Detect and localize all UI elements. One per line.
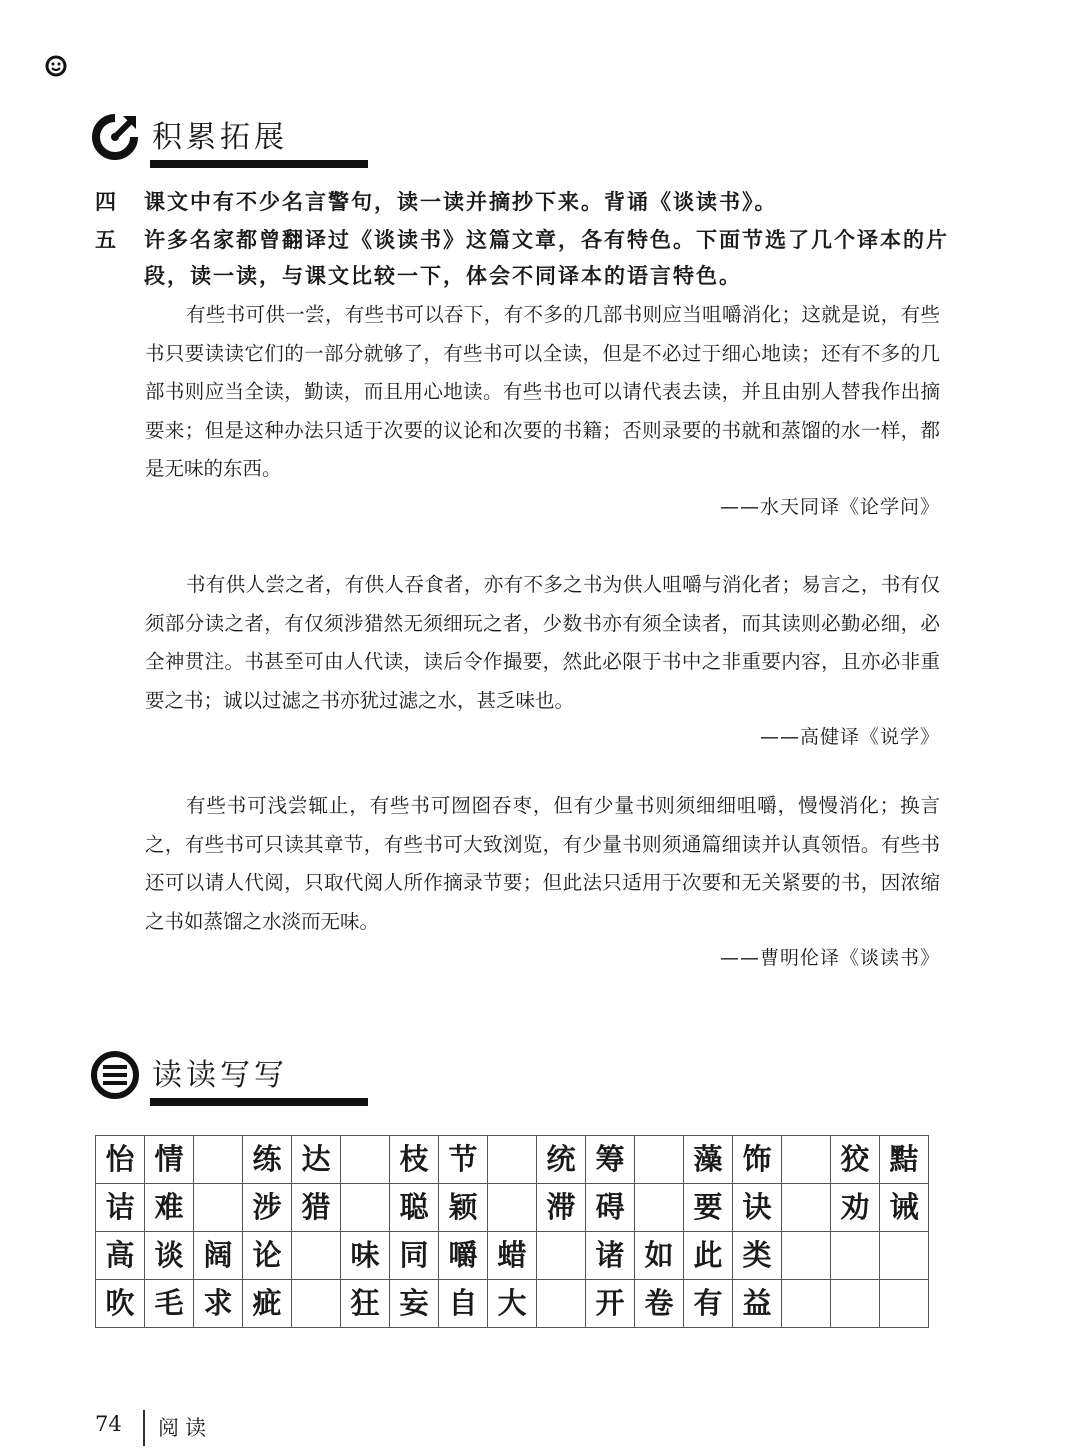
grid-cell bbox=[782, 1184, 831, 1232]
translation-excerpt: 书有供人尝之者，有供人吞食者，亦有不多之书为供人咀嚼与消化者；易言之，书有仅须部分读之者，有仅须涉猎然无须细玩之者，少数书亦有须全读者，而其读则必勤必细，必全神贯注。书甚至可由人代读，读后令作撮要，然此必限于书中之非重要内容，且亦必非重要之书；诚以过滤之书亦犹过滤之水，甚乏味也。 bbox=[145, 573, 940, 712]
grid-cell: 求 bbox=[194, 1280, 243, 1328]
grid-cell bbox=[831, 1232, 880, 1280]
grid-cell: 涉 bbox=[243, 1184, 292, 1232]
grid-cell: 如 bbox=[635, 1232, 684, 1280]
grid-cell: 聪 bbox=[390, 1184, 439, 1232]
grid-row bbox=[96, 1136, 929, 1184]
grid-cell: 有 bbox=[684, 1280, 733, 1328]
grid-cell bbox=[782, 1136, 831, 1184]
translation-source: ——水天同译《论学问》 bbox=[719, 496, 940, 518]
grid-cell: 蜡 bbox=[488, 1232, 537, 1280]
exercise-item bbox=[95, 222, 955, 294]
grid-cell: 要 bbox=[684, 1184, 733, 1232]
grid-cell bbox=[488, 1136, 537, 1184]
footer-label: 阅读 bbox=[158, 1416, 212, 1440]
grid-cell bbox=[880, 1232, 929, 1280]
grid-cell: 此 bbox=[684, 1232, 733, 1280]
translation-excerpt: 有些书可浅尝辄止，有些书可囫囵吞枣，但有少量书则须细细咀嚼，慢慢消化；换言之，有些书可只读其章节，有些书可大致浏览，有少量书则须通篇细读并认真领悟。有些书还可以请人代阅，只取代阅人所作摘录节要；但此法只适用于次要和无关紧要的书，因浓缩之书如蒸馏之水淡而无味。 bbox=[145, 794, 940, 933]
grid-cell: 枝 bbox=[390, 1136, 439, 1184]
title-underline bbox=[150, 160, 368, 168]
translation-source: ——高健译《说学》 bbox=[759, 726, 940, 748]
section-title: 积累拓展 bbox=[152, 120, 288, 155]
exercise-number: 四 bbox=[95, 190, 118, 214]
smiley-icon bbox=[45, 55, 67, 77]
section-title: 读读写写 bbox=[152, 1058, 288, 1093]
grid-cell: 卷 bbox=[635, 1280, 684, 1328]
exercise-text: 课文中有不少名言警句，读一读并摘抄下来。背诵《谈读书》。 bbox=[144, 190, 778, 214]
grid-cell: 自 bbox=[439, 1280, 488, 1328]
grid-cell bbox=[292, 1232, 341, 1280]
grid-cell: 诘 bbox=[96, 1184, 145, 1232]
grid-cell: 论 bbox=[243, 1232, 292, 1280]
grid-cell bbox=[782, 1280, 831, 1328]
exercise-text: 许多名家都曾翻译过《谈读书》这篇文章，各有特色。下面节选了几个译本的片段，读一读，与课文比较一下，体会不同译本的语言特色。 bbox=[144, 228, 949, 288]
grid-cell bbox=[537, 1280, 586, 1328]
grid-cell: 益 bbox=[733, 1280, 782, 1328]
grid-cell: 怡 bbox=[96, 1136, 145, 1184]
grid-cell bbox=[194, 1136, 243, 1184]
grid-cell: 大 bbox=[488, 1280, 537, 1328]
grid-row bbox=[96, 1184, 929, 1232]
grid-cell bbox=[635, 1136, 684, 1184]
grid-cell: 统 bbox=[537, 1136, 586, 1184]
grid-cell: 节 bbox=[439, 1136, 488, 1184]
grid-cell bbox=[880, 1280, 929, 1328]
grid-cell: 诫 bbox=[880, 1184, 929, 1232]
grid-cell: 难 bbox=[145, 1184, 194, 1232]
grid-cell: 阔 bbox=[194, 1232, 243, 1280]
grid-cell: 劝 bbox=[831, 1184, 880, 1232]
grid-cell: 猎 bbox=[292, 1184, 341, 1232]
translation-excerpt: 有些书可供一尝，有些书可以吞下，有不多的几部书则应当咀嚼消化；这就是说，有些书只要读读它们的一部分就够了，有些书可以全读，但是不必过于细心地读；还有不多的几部书则应当全读，勤读，而且用心地读。有些书也可以请代表去读，并且由别人替我作出摘要来；但是这种办法只适于次要的议论和次要的书籍；否则录要的书就和蒸馏的水一样，都是无味的东西。 bbox=[145, 303, 940, 480]
grid-cell: 狡 bbox=[831, 1136, 880, 1184]
grid-cell: 达 bbox=[292, 1136, 341, 1184]
grid-cell bbox=[341, 1184, 390, 1232]
grid-cell: 嚼 bbox=[439, 1232, 488, 1280]
grid-cell bbox=[537, 1232, 586, 1280]
grid-cell: 狂 bbox=[341, 1280, 390, 1328]
grid-cell: 疵 bbox=[243, 1280, 292, 1328]
grid-row bbox=[96, 1232, 929, 1280]
grid-cell bbox=[292, 1280, 341, 1328]
grid-cell: 诸 bbox=[586, 1232, 635, 1280]
grid-cell: 味 bbox=[341, 1232, 390, 1280]
grid-cell: 筹 bbox=[586, 1136, 635, 1184]
grid-cell bbox=[488, 1184, 537, 1232]
expand-arrow-icon bbox=[90, 112, 140, 162]
grid-cell: 滞 bbox=[537, 1184, 586, 1232]
vocabulary-grid bbox=[95, 1135, 929, 1328]
exercise-item bbox=[95, 184, 955, 220]
grid-cell: 谈 bbox=[145, 1232, 194, 1280]
grid-cell: 颖 bbox=[439, 1184, 488, 1232]
grid-cell: 情 bbox=[145, 1136, 194, 1184]
grid-cell: 藻 bbox=[684, 1136, 733, 1184]
grid-cell: 妄 bbox=[390, 1280, 439, 1328]
three-lines-icon bbox=[90, 1050, 140, 1100]
grid-cell: 诀 bbox=[733, 1184, 782, 1232]
grid-cell: 毛 bbox=[145, 1280, 194, 1328]
grid-cell: 吹 bbox=[96, 1280, 145, 1328]
translation-source: ——曹明伦译《谈读书》 bbox=[719, 947, 940, 969]
page-number: 74 bbox=[95, 1412, 122, 1436]
footer-divider bbox=[143, 1410, 145, 1446]
grid-cell bbox=[831, 1280, 880, 1328]
grid-cell: 练 bbox=[243, 1136, 292, 1184]
grid-cell: 高 bbox=[96, 1232, 145, 1280]
grid-row bbox=[96, 1280, 929, 1328]
grid-cell: 黠 bbox=[880, 1136, 929, 1184]
grid-cell: 饰 bbox=[733, 1136, 782, 1184]
grid-cell: 开 bbox=[586, 1280, 635, 1328]
grid-cell bbox=[782, 1232, 831, 1280]
grid-cell bbox=[194, 1184, 243, 1232]
grid-cell: 类 bbox=[733, 1232, 782, 1280]
exercise-number: 五 bbox=[95, 228, 118, 252]
grid-cell bbox=[341, 1136, 390, 1184]
grid-cell bbox=[635, 1184, 684, 1232]
grid-cell: 碍 bbox=[586, 1184, 635, 1232]
grid-cell: 同 bbox=[390, 1232, 439, 1280]
title-underline bbox=[150, 1098, 368, 1106]
